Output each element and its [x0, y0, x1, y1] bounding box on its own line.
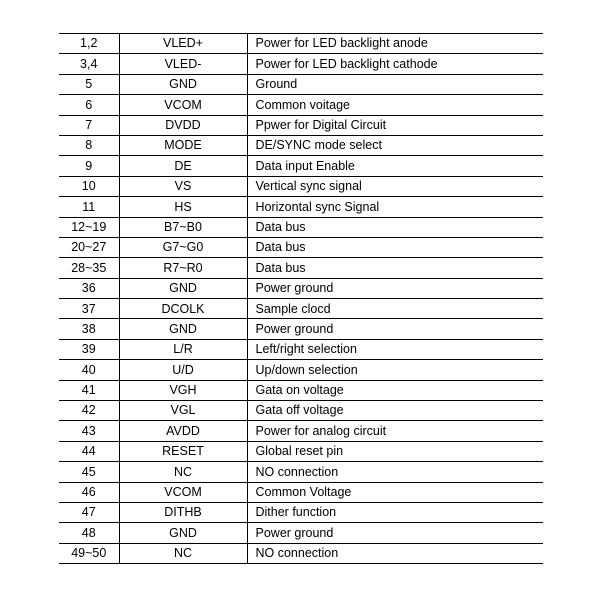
pin-description-cell: Power for LED backlight anode: [247, 34, 543, 54]
pin-description-cell: Vertical sync signal: [247, 176, 543, 196]
pin-description-cell: Up/down selection: [247, 360, 543, 380]
pin-symbol-cell: NC: [119, 543, 247, 563]
table-row: [59, 380, 543, 400]
table-row: [59, 34, 543, 54]
pin-number-cell: 42: [59, 401, 119, 421]
pin-symbol-cell: VLED-: [119, 54, 247, 74]
pin-number-cell: 44: [59, 441, 119, 461]
pin-description-cell: NO connection: [247, 462, 543, 482]
pin-symbol-cell: R7~R0: [119, 258, 247, 278]
pin-symbol-cell: L/R: [119, 339, 247, 359]
pin-description-cell: Gata off voltage: [247, 401, 543, 421]
pin-symbol-cell: VGL: [119, 401, 247, 421]
pin-number-cell: 47: [59, 502, 119, 522]
table-row: [59, 441, 543, 461]
pin-number-cell: 38: [59, 319, 119, 339]
pin-number-cell: 41: [59, 380, 119, 400]
pin-number-cell: 9: [59, 156, 119, 176]
pin-number-cell: 12~19: [59, 217, 119, 237]
table-row: [59, 360, 543, 380]
table-row: [59, 258, 543, 278]
table-row: [59, 74, 543, 94]
pin-number-cell: 49~50: [59, 543, 119, 563]
pin-description-cell: Power ground: [247, 278, 543, 298]
pin-definition-table: [59, 33, 543, 564]
pin-description-cell: NO connection: [247, 543, 543, 563]
pin-symbol-cell: HS: [119, 197, 247, 217]
pin-number-cell: 20~27: [59, 237, 119, 257]
pin-symbol-cell: VGH: [119, 380, 247, 400]
table-row: [59, 523, 543, 543]
table-row: [59, 95, 543, 115]
pin-description-cell: Dither function: [247, 502, 543, 522]
pin-number-cell: 46: [59, 482, 119, 502]
pin-description-cell: Data bus: [247, 237, 543, 257]
pin-number-cell: 6: [59, 95, 119, 115]
pin-symbol-cell: DITHB: [119, 502, 247, 522]
pin-symbol-cell: GND: [119, 74, 247, 94]
pin-number-cell: 36: [59, 278, 119, 298]
pin-description-cell: Power for analog circuit: [247, 421, 543, 441]
table-row: [59, 217, 543, 237]
pin-symbol-cell: VLED+: [119, 34, 247, 54]
table-row: [59, 135, 543, 155]
pin-description-cell: Common voitage: [247, 95, 543, 115]
pin-number-cell: 5: [59, 74, 119, 94]
pin-description-cell: Common Voltage: [247, 482, 543, 502]
pin-number-cell: 45: [59, 462, 119, 482]
pin-symbol-cell: VCOM: [119, 95, 247, 115]
pin-description-cell: DE/SYNC mode select: [247, 135, 543, 155]
pin-number-cell: 7: [59, 115, 119, 135]
pin-symbol-cell: GND: [119, 319, 247, 339]
table-row: [59, 543, 543, 563]
table-row: [59, 462, 543, 482]
pin-symbol-cell: GND: [119, 523, 247, 543]
pin-table-body: [59, 34, 543, 564]
pin-symbol-cell: VCOM: [119, 482, 247, 502]
table-row: [59, 197, 543, 217]
table-row: [59, 54, 543, 74]
pin-description-cell: Ppwer for Digital Circuit: [247, 115, 543, 135]
pin-symbol-cell: MODE: [119, 135, 247, 155]
pin-description-cell: Ground: [247, 74, 543, 94]
pin-symbol-cell: B7~B0: [119, 217, 247, 237]
table-row: [59, 421, 543, 441]
pin-number-cell: 28~35: [59, 258, 119, 278]
pin-symbol-cell: AVDD: [119, 421, 247, 441]
pin-description-cell: Power ground: [247, 319, 543, 339]
table-row: [59, 115, 543, 135]
pin-symbol-cell: G7~G0: [119, 237, 247, 257]
pin-description-cell: Power for LED backlight cathode: [247, 54, 543, 74]
pin-number-cell: 40: [59, 360, 119, 380]
pin-number-cell: 3,4: [59, 54, 119, 74]
table-row: [59, 237, 543, 257]
pin-description-cell: Data bus: [247, 217, 543, 237]
pin-description-cell: Horizontal sync Signal: [247, 197, 543, 217]
pin-number-cell: 43: [59, 421, 119, 441]
pin-description-cell: Data input Enable: [247, 156, 543, 176]
pin-description-cell: Gata on voltage: [247, 380, 543, 400]
pin-number-cell: 48: [59, 523, 119, 543]
pin-number-cell: 37: [59, 299, 119, 319]
pin-number-cell: 10: [59, 176, 119, 196]
pin-description-cell: Data bus: [247, 258, 543, 278]
pin-symbol-cell: VS: [119, 176, 247, 196]
pin-description-cell: Power ground: [247, 523, 543, 543]
pin-symbol-cell: DE: [119, 156, 247, 176]
table-row: [59, 319, 543, 339]
pin-number-cell: 1,2: [59, 34, 119, 54]
pin-symbol-cell: U/D: [119, 360, 247, 380]
pin-symbol-cell: DCOLK: [119, 299, 247, 319]
table-row: [59, 156, 543, 176]
pin-symbol-cell: NC: [119, 462, 247, 482]
table-row: [59, 401, 543, 421]
pin-description-cell: Sample clocd: [247, 299, 543, 319]
pin-number-cell: 11: [59, 197, 119, 217]
table-row: [59, 278, 543, 298]
pin-description-cell: Global reset pin: [247, 441, 543, 461]
table-row: [59, 482, 543, 502]
table-row: [59, 339, 543, 359]
pin-number-cell: 8: [59, 135, 119, 155]
table-row: [59, 299, 543, 319]
table-row: [59, 502, 543, 522]
pin-description-cell: Left/right selection: [247, 339, 543, 359]
pin-symbol-cell: DVDD: [119, 115, 247, 135]
pin-number-cell: 39: [59, 339, 119, 359]
table-row: [59, 176, 543, 196]
pin-symbol-cell: RESET: [119, 441, 247, 461]
pin-symbol-cell: GND: [119, 278, 247, 298]
